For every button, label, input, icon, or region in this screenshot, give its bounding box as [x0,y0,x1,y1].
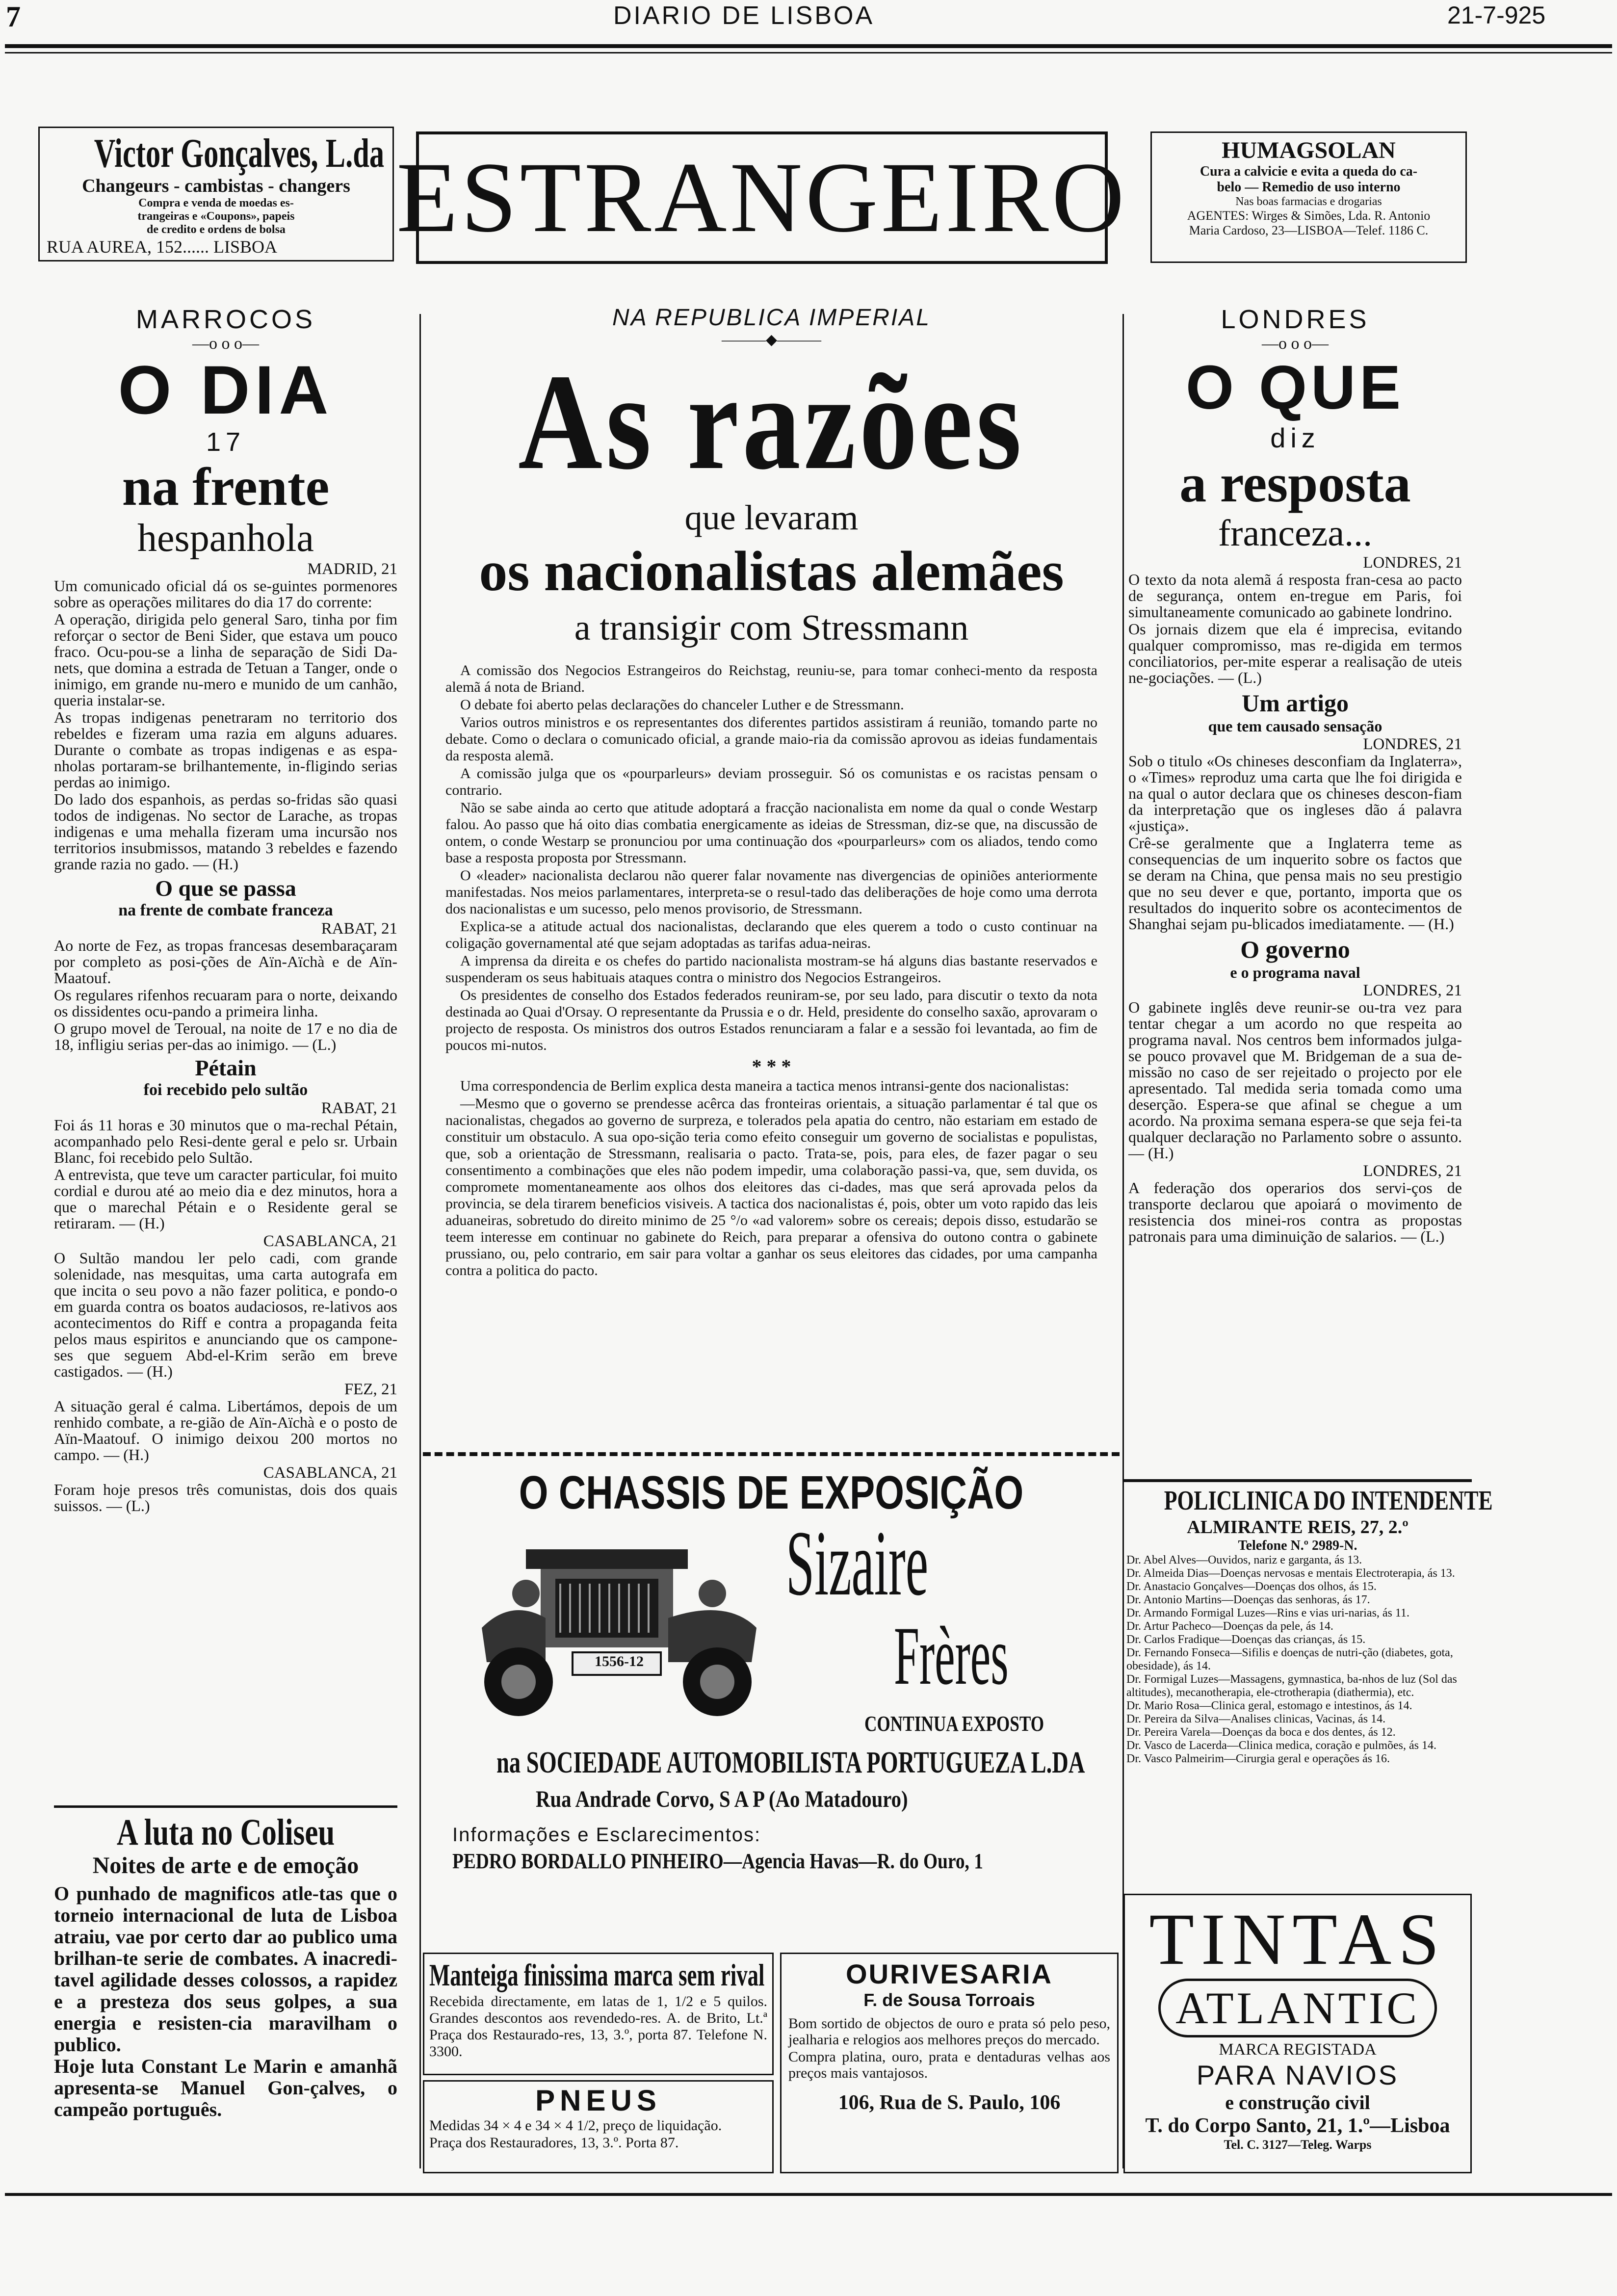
dateline: RABAT, 21 [321,1099,397,1117]
humagsolan-ad [1150,131,1467,263]
dateline: LONDRES, 21 [1363,982,1462,999]
article-paragraph: Uma correspondencia de Berlim explica desta maneira a tactica menos intransi-gente dos nacionalistas: [460,1078,1069,1094]
headline-sub: hespanhola [137,517,314,560]
tintas-line: Tel. C. 3127—Teleg. Warps [1224,2138,1372,2152]
humagsolan-line: Cura a calvicie e evita a queda do ca- [1200,164,1418,179]
article-paragraph: O gabinete inglês deve reunir-se ou-tra vez para tentar chegar a um acordo no que respeita ao programa naval. Nos centros bem informados julga-se pouco provavel que M. Bridgeman de a sua de-missão no caso de ser rejeitado o projecto por ele apresentado. Tal medida seria tomada como uma deserção. Espera-se que afinal se chegue a um acordo. Na proxima semana espera-se que seja fei-ta qualquer declaração no Parlamento sobre o assunto. — (H.) [1128,998,1462,1162]
coliseu-article [54,1805,397,2120]
doctor-entry: Dr. Vasco de Lacerda—Clinica medica, coração e pulmões, ás 14. [1126,1739,1436,1752]
victor-ad-line: trangeiras e «Coupons», papeis [137,210,295,223]
center-column [432,304,1111,1280]
victor-ad-line: Compra e venda de moedas es- [138,197,294,209]
ourivesaria-ad [780,1953,1119,2173]
article-paragraph: A imprensa da direita e os chefes do partido nacionalista mostram-se há alguns dias bastante reservados e suspenderam os seus habituais ataques contra o ministro dos Negocios Estrangeiros. [445,953,1097,986]
pneus-text: Medidas 34 × 4 e 34 × 4 1/2, preço de liquidação. [429,2117,722,2134]
subheading: O governo [1240,936,1350,963]
manteiga-ad [423,1953,774,2075]
tintas-line: T. do Corpo Santo, 21, 1.º—Lisboa [1145,2114,1450,2137]
humagsolan-line: belo — Remedio de uso interno [1217,180,1401,195]
headline-number: 17 [206,427,246,457]
article-paragraph: Do lado dos espanhois, as perdas so-fridas são quasi todos de indigenas. No sector de Larache, as tropas indigenas e uma mehalla fizeram uma incursão nos territorios insubmissos, matando 3 rebeldes e fazendo grande razia no gado. — (H.) [54,790,397,873]
article-paragraph: Os regulares rifenhos recuaram para o norte, deixando os dissidentes ocu-pando a primeira linha. [54,986,397,1020]
doctor-entry: Dr. Anastacio Gonçalves—Doenças dos olhos, ás 15. [1126,1580,1377,1593]
coliseu-paragraph: Hoje luta Constant Le Marin e amanhã apresenta-se Manuel Gon-çalves, o campeão português. [54,2055,397,2120]
doctor-entry: Dr. Pereira da Silva—Analises clinicas, Vacinas, ás 14. [1126,1713,1386,1725]
policlinica-ad [1123,1479,1493,1769]
doctor-entry: Dr. Vasco Palmeirim—Cirurgia geral e operações ás 16. [1126,1752,1390,1765]
subheading-small: na frente de combate franceza [118,901,333,919]
humagsolan-title: HUMAGSOLAN [1222,137,1396,163]
section-kicker: NA REPUBLICA IMPERIAL [612,305,931,331]
article-paragraph: A comissão dos Negocios Estrangeiros do Reichstag, reuniu-se, para tomar conheci-mento da resposta alemã á nota de Briand. [445,662,1097,695]
ourivesaria-title: OURIVESARIA [846,1958,1053,1989]
article-paragraph: O Sultão mandou ler pelo cadi, com grande solenidade, nas mesquitas, uma carta autografa em que incita o seu povo a não fazer politica, e pondo-o em guarda contra os boatos audaciosos, re-lativos aos acontecimentos do Riff e contra a propaganda feita pelos maus espiritos e anunciando que os campone-ses que seguem Abd-el-Krim serão em breve castigados. — (H.) [54,1249,397,1380]
headline: O DIA [118,351,334,428]
ornament: —o o o— [1262,335,1329,353]
article-paragraph: A comissão julga que os «pourparleurs» deviam prosseguir. Só os comunistas e os racistas pensam o contrario. [445,765,1097,798]
left-column [54,304,397,1515]
coliseu-title: A luta no Coliseu [116,1812,335,1853]
victor-ad-line: de credito e ordens de bolsa [147,223,286,236]
article-paragraph: Crê-se geralmente que a Inglaterra teme as consequencias de um inquerito sobre os factos que se deram na China, que pensa mais no seu prestigio que no seu dever e que, portanto, importa que os resultados do inquerito sobre os acontecimentos de Shanghai sejam pu-blicados imediatamente. — (H.) [1128,834,1462,933]
doctor-entry: Dr. Carlos Fradique—Doenças das crianças, ás 15. [1126,1633,1366,1646]
article-paragraph: O grupo movel de Teroual, na noite de 17 e no dia de 18, infligiu serias per-das ao inimigo. — (L.) [54,1019,397,1053]
dateline: CASABLANCA, 21 [263,1464,397,1482]
article-paragraph: O texto da nota alemã á resposta fran-cesa ao pacto de segurança, ontem en-tregue em Paris, foi simultaneamente comunicado ao gabinete londrino. [1128,571,1462,621]
dateline: FEZ, 21 [344,1381,397,1398]
article-paragraph: A entrevista, que teve um caracter particular, foi muito cordial e durou até ao meio dia e dez minutos, hora a que o marechal Pétain e o Residente geral se retiraram. — (H.) [54,1166,397,1232]
article-paragraph: O «leader» nacionalista declarou não querer falar novamente nas divergencias de opiniões anteriormente manifestadas. Nos meios parlamentares, interpreta-se o resul-tado das deliberações de hoje como uma derrota dos nacionalistas e um sucesso, pelo menos provisorio, de Stressmann. [445,867,1097,917]
pneus-ad [423,2080,774,2173]
page-number: 7 [6,0,21,33]
main-headline-line: os nacionalistas alemães [479,540,1064,603]
manteiga-title: Manteiga finissima marca sem rival [429,1957,765,1992]
sizaire-line: Rua Andrade Corvo, S A P (Ao Matadouro) [536,1786,908,1812]
license-plate: 1556-12 [595,1653,644,1670]
dateline: MADRID, 21 [307,560,397,578]
manteiga-text: Recebida directamente, em latas de 1, 1/2 e 5 quilos. Grandes descontos aos revendedo-res. A. de Brito, Lt.ª Praça dos Restaurado-res, 13, 3.º, porta 87. Telefone N. 3300. [429,1993,767,2060]
policlinica-title: POLICLINICA DO INTENDENTE [1164,1486,1493,1516]
sizaire-line: PEDRO BORDALLO PINHEIRO—Agencia Havas—R. do Ouro, 1 [452,1849,983,1873]
article-paragraph: Varios outros ministros e os representantes dos diferentes partidos assistiram á reunião, tomando parte no debate. Como o declara o comunicado oficial, a grande maio-ria da comissão aprovou as ideias fundamentais da resposta alemã. [445,714,1097,764]
subheading: O que se passa [155,876,296,901]
dateline: RABAT, 21 [321,920,397,938]
article-paragraph: Foram hoje presos três comunistas, dois dos quais suissos. — (L.) [54,1481,397,1514]
doctor-entry: Dr. Abel Alves—Ouvidos, nariz e garganta, ás 13. [1126,1554,1362,1566]
main-headline-line: que levaram [684,498,859,537]
atlantic-logo: ATLANTIC [1158,1979,1437,2037]
tintas-title: TINTAS [1149,1899,1446,1980]
sizaire-brand: Sizaire [786,1512,929,1615]
article-paragraph: As tropas indigenas penetraram no territorio dos rebeldes e fizeram uma razia em alguns aduares. Durante o combate as tropas indigenas e as espa-nholas portaram-se brilhantemente, in-fligindo serias perdas ao inimigo. [54,708,397,791]
subheading: Um artigo [1242,689,1349,717]
article-paragraph: O debate foi aberto pelas declarações do chanceler Luther e de Stressmann. [460,697,904,713]
article-paragraph: A situação geral é calma. Libertámos, depois de um renhido combate, a re-gião de Aïn-Aïchà e o posto de Aïn-Maatouf. O inimigo deixou 200 mortos no campo. — (H.) [54,1397,397,1463]
main-headline: As razões [518,345,1025,498]
article-paragraph: Sob o titulo «Os chineses desconfiam da Inglaterra», o «Times» reproduz uma carta que lhe foi dirigida e na qual o autor declara que os chineses descon-fiam da interpretação que os ingleses dão á palavra «justiça». [1128,752,1462,835]
tintas-line: e construção civil [1225,2091,1370,2113]
policlinica-address: ALMIRANTE REIS, 27, 2.º [1187,1517,1408,1538]
doctor-entry: Dr. Pereira Varela—Doenças da boca e dos dentes, ás 12. [1126,1726,1396,1739]
pneus-title: PNEUS [535,2084,661,2117]
doctor-entry: Dr. Fernando Fonseca—Sifilis e doenças de nutri-ção (diabetes, gota, obesidade), ás 14. [1126,1646,1453,1672]
headline: O QUE [1185,353,1405,422]
humagsolan-line: Maria Cardoso, 23—LISBOA—Telef. 1186 C. [1189,223,1429,237]
headline: a resposta [1179,453,1411,513]
article-paragraph: Não se sabe ainda ao certo que atitude adoptará a fracção nacionalista em nome da qual o conde Westarp falou. Ao passo que há oito dias combatia energicamente as ideias de Stressman, diz-se que, na discussão de ontem, o conde Westarp se pronunciou por uma continuação dos «pourparleurs» com os aliados, tendo como base a resposta proposta por Stressmann. [445,800,1097,866]
section-banner-title: ESTRANGEIRO [396,142,1127,253]
article-paragraph: —Mesmo que o governo se prendesse acêrca das fronteiras orientais, a situação parlamentar é tal que os nacionalistas, chegados ao governo de surpreza, e tolerados pela apatia do centro, não estariam em estado de constituir um obstaculo. A sua opo-sição teria como efeito conseguir um governo de socialistas e populistas, que, sob a orientação de Stressmann, realisaria o pacto. Trata-se, pois, para eles, de fazer pagar o seu consentimento a combinações que eles não podem impedir, uma colaboração passi-va, que, sem duvida, os compromete momentaneamente aos olhos dos eleitores das ci-dades, mas que será aprovada pelos da provincia, se dela tirarem beneficios visiveis. A tactica dos nacionalistas é, pois, obter um voto rapido das leis aduaneiras, sobretudo do direito minimo de 25 °/o «ad valorem» sobre os cereais; depois disso, estudarão se teem interesse em continuar no gabinete do Reich, para preparar a ofensiva do outono contra o gabinete prussiano, ou, pelo contrario, em sair para voltar a ganhar os seus eleitores das cidades, por uma campanha contra a politica do pacto. [445,1096,1097,1278]
victor-ad-sub: Changeurs - cambistas - changers [82,176,350,196]
ornament: ———◆——— [721,332,822,348]
dateline: LONDRES, 21 [1363,735,1462,753]
doctor-entry: Dr. Formigal Luzes—Massagens, gymnastica, ba-nhos de luz (Sol das altitudes), mecanotherapia, ele-ctrotherapia (diathermia), etc. [1126,1673,1457,1699]
subheading: Pétain [195,1055,257,1080]
masthead-rule [5,44,1612,48]
subheading-small: e o programa naval [1230,964,1360,981]
headline-word: diz [1270,422,1320,453]
article-paragraph: Explica-se a atitude actual dos nacionalistas, declarando que eles querem a todo o custo continuar na coligação governamental até que sejam adoptadas as tarifas adua-neiras. [445,918,1097,951]
article-paragraph: A federação dos operarios dos servi-ços de transporte declarou que apoiará o movimento de resistencia dos minei-ros contra as propostas patronais para uma diminuição de salarios. — (L.) [1128,1179,1462,1245]
section-stars: * * * [752,1055,791,1077]
doctor-entry: Dr. Artur Pacheco—Doenças da pele, ás 14. [1126,1620,1333,1633]
article-paragraph: Os jornais dizem que ela é imprecisa, evitando qualquer compromisso, mas re-digida em termos conciliatorios, per-mite esperar a realisação de uteis ne-gociações. — (L.) [1128,620,1462,686]
ourivesaria-sub: F. de Sousa Torroais [863,1990,1035,2010]
dateline: LONDRES, 21 [1363,554,1462,572]
sizaire-headline: O CHASSIS DE EXPOSIÇÃO [519,1466,1024,1519]
doctor-entry: Dr. Mario Rosa—Clinica geral, estomago e intestinos, ás 14. [1126,1699,1412,1712]
page-footer-rule [5,2193,1612,2196]
coliseu-sub: Noites de arte e de emoção [92,1852,359,1879]
article-paragraph: Foi ás 11 horas e 30 minutos que o ma-rechal Pétain, acompanhado pelo Resi-dente geral e pelo sr. Urbain Blanc, foi recebido pelo Sultão. [54,1116,397,1166]
right-column [1128,304,1462,1246]
sizaire-line: na SOCIEDADE AUTOMOBILISTA PORTUGUEZA L.DA [496,1746,1085,1779]
tintas-line: MARCA REGISTADA [1219,2040,1377,2059]
sizaire-line: Informações e Esclarecimentos: [452,1824,761,1846]
column-rule [1122,314,1124,2168]
coliseu-paragraph: O punhado de magnificos atle-tas que o torneio internacional de luta de Lisboa atraiu, vae por certo dar ao publico uma brilhan-te serie de combates. A inacredi-tavel agilidade desses colossos, a rapidez e a presteza dos seus golpes, a sua energia e resisten-cia maravilham o publico. [54,1882,397,2056]
doctor-entry: Dr. Almeida Dias—Doenças nervosas e mentais Electroterapia, ás 13. [1126,1567,1455,1580]
subheading-small: foi recebido pelo sultão [143,1081,308,1099]
victor-ad-name: Victor Gonçalves, L.da [94,130,385,176]
victor-goncalves-ad [38,127,394,261]
divider [54,1805,397,1808]
ourivesaria-address: 106, Rua de S. Paulo, 106 [838,2091,1061,2114]
newspaper-name: DIARIO DE LISBOA [613,1,875,30]
doctor-entry: Dr. Armando Formigal Luzes—Rins e vias uri-narias, ás 11. [1126,1607,1410,1619]
sizaire-line: CONTINUA EXPOSTO [864,1712,1044,1736]
pneus-address: Praça dos Restauradores, 13, 3.º. Porta 87. [429,2135,679,2151]
sizaire-brand: Frères [894,1610,1009,1702]
sizaire-ad [423,1452,1120,1923]
policlinica-phone: Telefone N.º 2989-N. [1238,1538,1357,1553]
ourivesaria-text: Bom sortido de objectos de ouro e prata só pelo peso, jealharia e relogios aos melhores preços do mercado. [788,2015,1110,2048]
subheading-small: que tem causado sensação [1208,717,1382,735]
dateline: LONDRES, 21 [1363,1162,1462,1180]
masthead-rule-thin [5,52,1612,53]
center-body [432,662,1111,1279]
humagsolan-line: AGENTES: Wirges & Simões, Lda. R. Antonio [1187,209,1431,223]
headline: na frente [122,457,330,517]
car-illustration [467,1535,771,1721]
ourivesaria-text: Compra platina, ouro, prata e dentaduras velhas aos preços mais vantajosos. [788,2049,1110,2081]
main-headline-line: a transigir com Stressmann [574,608,969,648]
column-rule [419,314,421,2168]
article-paragraph: A operação, dirigida pelo general Saro, tinha por fim reforçar o sector de Beni Sider, que estava um pouco fraco. Ocu-pou-se a linha de separação de Sidi Da-nets, que domina a estrada de Tetuan a Tanger, onde o inimigo, em grande nu-mero e munido de um canhão, queria instalar-se. [54,610,397,709]
victor-ad-address: RUA AUREA, 152...... LISBOA [47,237,278,257]
issue-date: 21-7-925 [1447,1,1546,29]
tintas-ad [1123,1894,1472,2173]
dateline: CASABLANCA, 21 [263,1232,397,1250]
section-banner [396,131,1127,264]
doctor-entry: Dr. Antonio Martins—Doenças das senhoras, ás 17. [1126,1593,1370,1606]
article-paragraph: Um comunicado oficial dá os se-guintes pormenores sobre as operações militares do dia 17 do corrente: [54,577,397,611]
ornament: —o o o— [192,335,259,353]
article-paragraph: Ao norte de Fez, as tropas francesas desembaraçaram por completo as posi-ções de Aïn-Aïchà e de Aïn-Maatouf. [54,937,397,987]
headline-sub: franceza... [1218,513,1373,554]
section-kicker: LONDRES [1221,305,1370,334]
humagsolan-line: Nas boas farmacias e drogarias [1235,195,1382,208]
section-kicker: MARROCOS [135,305,315,334]
tintas-line: PARA NAVIOS [1196,2060,1399,2090]
article-paragraph: Os presidentes de conselho dos Estados federados reuniram-se, por seu lado, para discutir o texto da nota destinada ao Quai d'Orsay. O representante da Prussia e o dr. Held, presidente do conselho saxão, aprovaram o projecto de resposta. Os ministros dos outros Estados renunciaram a falar e a sessão foi levantada, ao fim de poucos mi-nutos. [445,987,1097,1053]
